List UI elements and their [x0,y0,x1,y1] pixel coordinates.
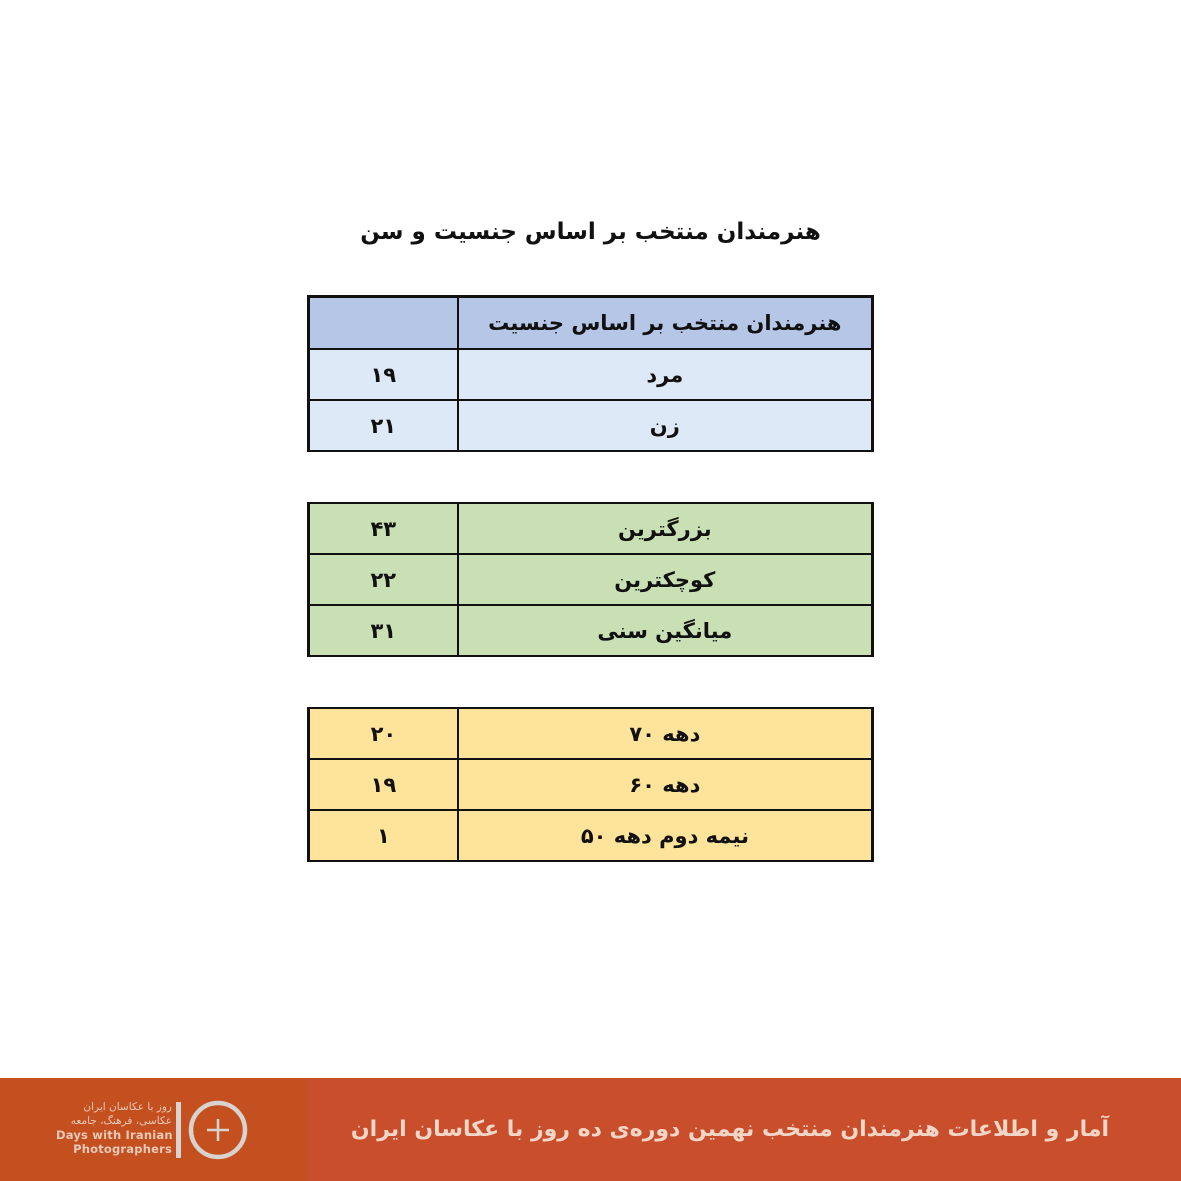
row-label: نیمه دوم دهه ۵۰ [458,810,873,861]
row-label: کوچکترین [458,554,873,605]
gender-table-header-row [309,297,873,350]
footer-banner [0,1078,1181,1181]
row-value: ۱ [309,810,458,861]
footer-logo-panel [0,1078,307,1181]
row-label: دهه ۶۰ [458,759,873,810]
logo-text [56,1100,172,1156]
row-label: زن [458,400,873,451]
gender-table-header: هنرمندان منتخب بر اساس جنسیت [458,297,873,350]
age-table [307,502,874,657]
row-value: ۳۱ [309,605,458,656]
decade-table [307,707,874,862]
logo-line-fa-2: عکاسی، فرهنگ، جامعه [70,1115,172,1127]
row-value: ۴۳ [309,503,458,554]
row-label: مرد [458,349,873,400]
table-row [309,503,873,554]
logo-line-en-1: Days with Iranian [56,1128,173,1142]
logo-line-en-2: Photographers [73,1142,172,1156]
row-value: ۱۹ [309,759,458,810]
table-row [309,810,873,861]
ten-logo-icon [174,1100,250,1162]
table-row [309,708,873,759]
row-value: ۲۲ [309,554,458,605]
row-label: بزرگترین [458,503,873,554]
table-row [309,554,873,605]
page-title: هنرمندان منتخب بر اساس جنسیت و سن [360,219,821,245]
table-row [309,349,873,400]
table-row [309,759,873,810]
row-label: میانگین سنی [458,605,873,656]
logo-line-fa-1: روز با عکاسان ایران [83,1101,172,1113]
row-label: دهه ۷۰ [458,708,873,759]
gender-table-header-empty [309,297,458,350]
gender-table [307,295,874,452]
row-value: ۲۱ [309,400,458,451]
row-value: ۱۹ [309,349,458,400]
row-value: ۲۰ [309,708,458,759]
footer-caption: آمار و اطلاعات هنرمندان منتخب نهمین دوره‌ی ده روز با عکاسان ایران [350,1117,1109,1142]
table-row [309,605,873,656]
table-row [309,400,873,451]
